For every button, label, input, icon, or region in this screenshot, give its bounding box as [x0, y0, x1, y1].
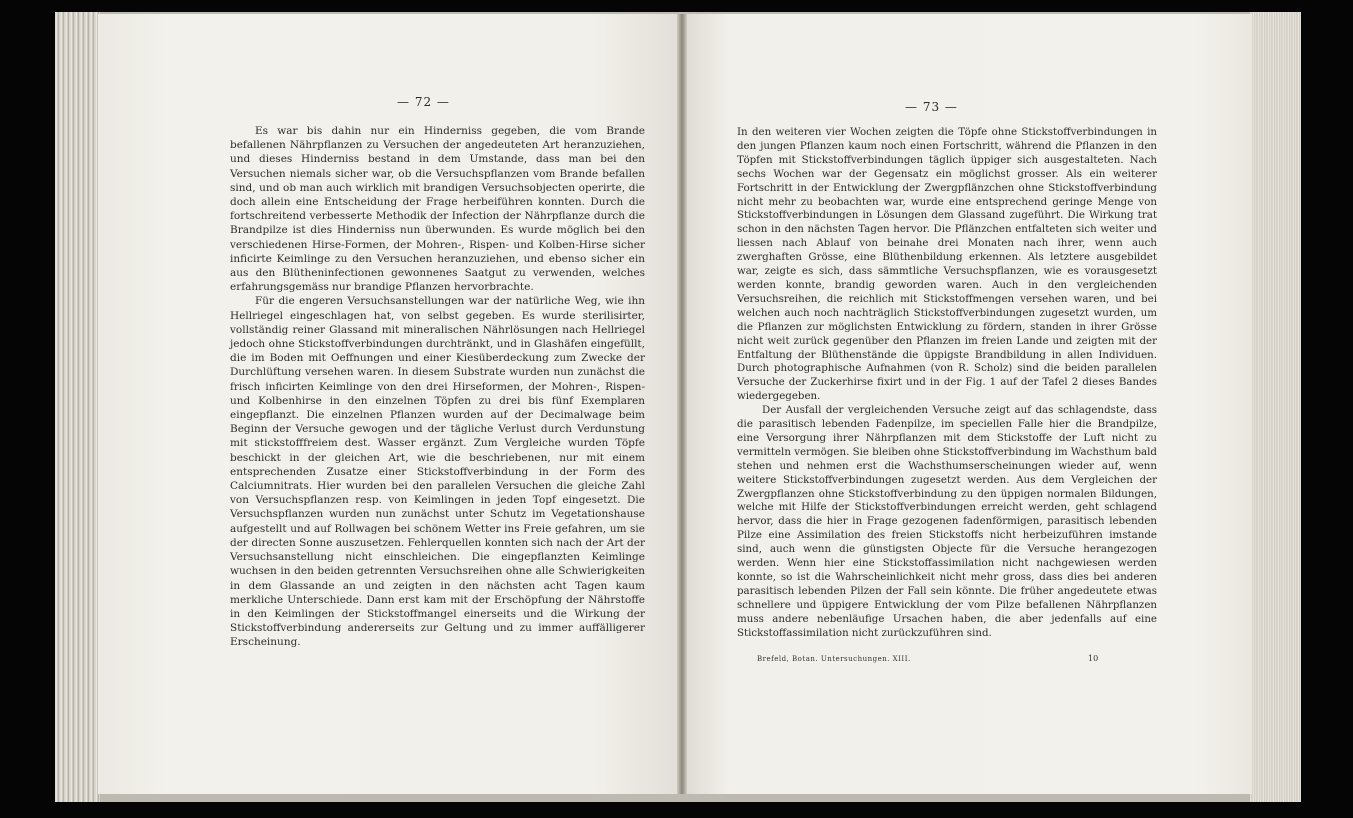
right-page-text [737, 126, 1157, 641]
left-page-text [230, 124, 645, 650]
left-paragraph-1: Es war bis dahin nur ein Hinderniss gegeben, die vom Brande befallenen Nährpflanzen zu Versuchen der angedeuteten Art heranzuziehen, und dieses Hinderniss bestand in dem Umstande, dass man bei den Versuchen niemals sicher war, ob die Versuchspflanzen vom Brande befallen sind, und ob man auch wirklich mit brandigen Versuchsobjecten operirte, die doch allein eine Entscheidung der Frage herbeiführen konnten. Durch die fortschreitend verbesserte Methodik der Infection der Nährpflanze durch die Brandpilze ist dies Hinderniss nun überwunden. Es wurde möglich bei den verschiedenen Hirse-Formen, der Mohren-, Rispen- und Kolben-Hirse sicher inficirte Keimlinge zu den Versuchen heranzuziehen, und ebenso sicher ein aus den Blütheninfectionen gewonnenes Saatgut zu verwenden, welches erfahrungsgemäss nur brandige Pflanzen hervorbrachte. [230, 125, 645, 294]
left-paragraph-2: Für die engeren Versuchsanstellungen war der natürliche Weg, wie ihn Hellriegel eingeschlagen hat, von selbst gegeben. Es wurde sterilisirter, vollständig reiner Glassand mit mineralischen Nährlösungen nach Hellriegel jedoch ohne Stickstoffverbindungen durchtränkt, und in Glashäfen eingefüllt, die im Boden mit Oeffnungen und einer Kiesüberdeckung zum Zwecke der Durchlüftung versehen waren. In diesem Substrate wurden nun zunächst die frisch inficirten Keimlinge von den drei Hirseformen, der Mohren-, Rispen- und Kolbenhirse in den einzelnen Töpfen zu drei bis fünf Exemplaren eingepflanzt. Die einzelnen Pflanzen wurden auf der Decimalwage beim Beginn der Versuche gewogen und der tägliche Verlust durch Verdunstung mit stickstofffreiem dest. Wasser ergänzt. Zum Vergleiche wurden Töpfe beschickt in der gleichen Art, wie die beschriebenen, nur mit einem entsprechenden Zusatze einer Stickstoffverbindung in der Form des Calciumnitrats. Hier wurden bei den parallelen Versuchen die gleiche Zahl von Versuchspflanzen resp. von Keimlingen in jeden Topf eingesetzt. Die Versuchspflanzen wurden nun zunächst unter Schutz im Vegetationshause aufgestellt und auf Rollwagen bei schönem Wetter ins Freie gefahren, um sie der directen Sonne auszusetzen. Fehlerquellen konnten sich nach der Art der Versuchsanstellung nicht einschleichen. Die eingepflanzten Keimlinge wuchsen in den beiden getrennten Versuchsreihen ohne alle Schwierigkeiten in dem Glassande an und zeigten in den nächsten acht Tagen kaum merkliche Unterschiede. Dann erst kam mit der Erschöpfung der Nährstoffe in den Keimlingen der Stickstoffmangel einerseits und die Wirkung der Stickstoffverbindung andererseits zur Geltung und zu immer auffälligerer Erscheinung. [230, 295, 645, 649]
right-page-number: — 73 — [905, 100, 958, 114]
left-page-number: — 72 — [397, 95, 450, 109]
book-gutter [677, 14, 687, 794]
sheet-signature-number: 10 [1088, 654, 1099, 663]
left-page-edges [55, 12, 100, 802]
right-page-edges [1250, 12, 1301, 802]
right-paragraph-2: Der Ausfall der vergleichenden Versuche zeigt auf das schlagendste, dass die parasitisch lebenden Fadenpilze, im speciellen Falle hier die Brandpilze, eine Versorgung ihrer Nährpflanzen mit dem Stickstoffe der Luft nicht zu vermitteln vermögen. Sie bleiben ohne Stickstoffverbindung im Wachsthum bald stehen und nehmen erst die Wachsthumserscheinungen wieder auf, wenn weitere Stickstoffverbindungen zugesetzt werden. Aus dem Vergleichen der Zwergpflanzen ohne Stickstoffverbindung zu den üppigen normalen Bildungen, welche mit Hilfe der Stickstoffverbindungen erreicht werden, geht schlagend hervor, dass die hier in Frage gezogenen fadenförmigen, parasitisch lebenden Pilze eine Assimilation des freien Stickstoffs nicht herbeizuführen imstande sind, auch wenn die günstigsten Objecte für die Versuche herangezogen werden. Wenn hier eine Stickstoffassimilation nicht nachgewiesen werden konnte, so ist die Wahrscheinlichkeit nicht mehr gross, dass dies bei anderen parasitisch lebenden Pilzen der Fall sein könnte. Die früher angedeutete etwas schnellere und üppigere Entwicklung der vom Pilze befallenen Nährpflanzen muss andere nebenläufige Ursachen haben, die aber jedenfalls auf eine Stickstoffassimilation nicht zurückzuführen sind. [737, 404, 1157, 639]
page-footer-signature-line: Brefeld, Botan. Untersuchungen. XIII. [757, 655, 911, 663]
right-paragraph-1: In den weiteren vier Wochen zeigten die Töpfe ohne Stickstoffverbindungen in den jungen Pflanzen kaum noch einen Fortschritt, während die Pflanzen in den Töpfen mit Stickstoffverbindungen täglich üppiger sich ausgestalteten. Nach sechs Wochen war der Gegensatz ein möglichst grosser. Als ein weiterer Fortschritt in der Entwicklung der Zwergpflänzchen ohne Stickstoffverbindung nicht mehr zu beobachten war, wurde eine entsprechend geringe Menge von Stickstoffverbindungen in Lösungen dem Glassand zugeführt. Die Wirkung trat schon in den nächsten Tagen hervor. Die Pflänzchen entfalteten sich weiter und liessen nach Ablauf von beinahe drei Monaten nach ihrer, wenn auch zwerghaften Grösse, eine Blüthenbildung erkennen. Als letztere ausgebildet war, zeigte es sich, dass sämmtliche Versuchspflanzen, wie es vorausgesetzt werden konnte, brandig geworden waren. Auch in den vergleichenden Versuchsreihen, die reichlich mit Stickstoffmengen versehen waren, und bei welchen auch noch nachträglich Stickstoffverbindungen zugesetzt wurden, um die Pflanzen zur möglichsten Entwicklung zu fördern, standen in ihrer Grösse nicht weit zurück gegenüber den Pflanzen im freien Lande und zeigten mit der Entfaltung der Blüthenstände die üppigste Brandbildung in allen Individuen. Durch photographische Aufnahmen (von R. Scholz) sind die beiden parallelen Versuche der Zuckerhirse fixirt und in der Fig. 1 auf der Tafel 2 dieses Bandes wiedergegeben. [737, 126, 1157, 403]
